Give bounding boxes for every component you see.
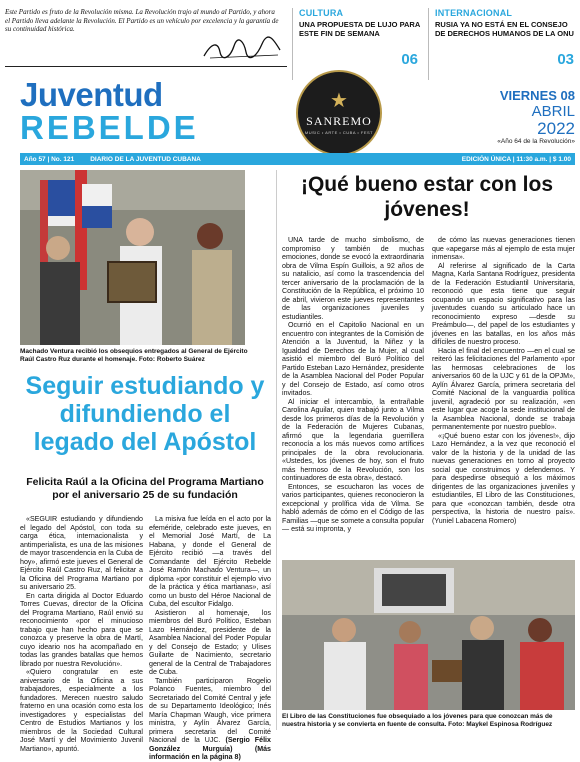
teaser-page: 06 (401, 51, 418, 68)
paragraph: UNA tarde de mucho simbolismo, de compromiso y también de muchas emociones, donde se evocó la extraordinaria obra de Vilma Espín Guillois, a 92 años de su natalicio, así como la trascendencia del tercer aniversario de la proclamación de la Constitución de la República, el próximo 10 de abril, vivieron este jueves representantes de las organizaciones juveniles y estudiantiles. (282, 236, 424, 321)
masthead-line1: Juventud (20, 76, 163, 113)
subhead-legado: Felicita Raúl a la Oficina del Programa Martiano por el aniversario 25 de su fundación (26, 476, 264, 501)
teaser-tag: CULTURA (299, 8, 344, 18)
article-column-b (149, 515, 271, 762)
teaser-tag: INTERNACIONAL (435, 8, 513, 18)
article-column-a (20, 515, 143, 753)
teaser-text: RUSIA YA NO ESTÁ EN EL CONSEJO DE DERECHOS HUMANOS DE LA ONU (435, 20, 574, 38)
date-box (480, 88, 575, 145)
paragraph: Entonces, se escucharon las voces de varios participantes, quienes reconocieron la excepcional y prolífica vida de Vilma. Se habló además de cómo en el Código de las Familias —que se somete a consulta popular— está su impronta, y (282, 482, 424, 533)
date-year: 2022 (537, 119, 575, 138)
star-icon: ★ (330, 90, 348, 112)
top-bar (0, 0, 580, 80)
tagline: DIARIO DE LA JUVENTUD CUBANA (90, 155, 201, 163)
logo-small: MUSIC • ARTE • CUBA • FEST (304, 130, 374, 135)
masthead-line2: REBELDE (20, 109, 199, 146)
teaser-cultura[interactable] (292, 8, 422, 80)
paragraph: «SEGUIR estudiando y difundiendo el legado del Apóstol, con toda su carga ética, internacionalista y antimperialista, es una de las misiones de mayor trascendencia en la Cuba de hoy», afirmó este jueves el General de Ejército Raúl Castro Ruz, al felicitar a la Oficina del Programa Martiano por su aniversario 25. (20, 515, 143, 591)
article-column-c (282, 236, 424, 534)
photo-libro-constituciones (282, 560, 575, 710)
paragraph: Hacia el final del encuentro —en el cual se reiteró las felicitaciones del Parlamento «por las hermosas celebraciones de los aniversarios 60 de la UJC y 61 de la OPJM», Aylín Álvarez García, primera secretaria del Comité Nacional de la vanguardia política juvenil, agradeció por su realización, «en este lugar que acoge la sede institucional de la Asamblea Nacional, donde se trabaja permanentemente por nuestro pueblo». (432, 346, 575, 431)
quote-divider (5, 66, 287, 67)
info-bar (20, 153, 575, 165)
column-divider (276, 170, 277, 730)
date-day: VIERNES 08 (499, 88, 575, 103)
article-column-d (432, 236, 575, 525)
paragraph-text: También participaron Rogelio Polanco Fuentes, miembro del Secretariado del Comité Central y jefe de su Departamento Ideológico; Inés María Chapman Waugh, vice primera ministra, y Aylín Álvarez García, primera secretaria del Comité Nacional de la UJC. (149, 676, 271, 744)
photo-homenaje (20, 170, 245, 345)
paragraph: Al referirse al significado de la Carta Magna, Karla Santana Rodríguez, presidenta de la Federación Estudiantil Universitaria, reconoció que esta tiene que seguir ocupando un espacio significativo para las juventudes cuando su articulado hace un reconocimiento expreso —desde su Preámbulo—, del papel de los estudiantes y jóvenes en las batallas, en los años más difíciles de nuestro proceso. (432, 261, 575, 346)
paragraph: «Quiero congratular en este aniversario de la Oficina a sus trabajadores, especialmente a los fundadores. Merecen nuestro saludo fraterno en una ocasión como esta los investigadores y especialistas del Centro de Estudios Martianos y los miembros de la Sociedad Cultural José Martí y del Movimiento Juvenil Martiano», apuntó. (20, 668, 143, 753)
teaser-internacional[interactable] (428, 8, 578, 80)
caption-bold: fue obsequiado a los jóvenes para que conozcan más de nuestra historia y se convierta en fuente de consulta. (282, 713, 553, 728)
quote-text: Este Partido es fruto de la Revolución misma. La Revolución trajo al mundo al Partido, y ahora el Partido lleva adelante la Revolución. El Partido es un vehículo por excelencia y la garantía de su continuidad histórica. (5, 8, 279, 34)
photo-homenaje-image (20, 170, 245, 345)
paragraph: La misiva fue leída en el acto por la efeméride, celebrado este jueves, en el Memorial José Martí, de La Habana, y donde el General de Ejército recibió —a través del Comandante del Ejército Rebelde José Ramón Machado Ventura—, un diploma «por constituir el ejemplo vivo de la práctica y ética martianas», así como un busto del Héroe Nacional de Cuba, del escultor Fidalgo. (149, 515, 271, 608)
paragraph: Ocurrió en el Capitolio Nacional en un encuentro con integrantes de la Comisión de Atención a la Juventud, la Niñez y la Igualdad de Derechos de la Mujer, al cual asistió el miembro del Buró Político del Partido Esteban Lazo Hernández, presidente de la Asamblea Nacional del Poder Popular y del Consejo de Estado, así como otros invitados. (282, 321, 424, 397)
sanremo-logo (296, 70, 382, 156)
paragraph: Asistieron al homenaje, los miembros del Buró Político, Esteban Lazo Hernández, presidente de la Asamblea Nacional del Poder Popular y del Consejo de Estado; y Ulises Guilarte de Nacimiento, secretario general de la Central de Trabajadores de Cuba. (149, 608, 271, 676)
paragraph (149, 677, 271, 762)
paragraph: de cómo las nuevas generaciones tienen que «apegarse más al ejemplo de esta mujer inmensa». (432, 236, 575, 261)
teaser-page: 03 (557, 51, 574, 68)
photo-caption: Machado Ventura recibió los obsequios entregados al General de Ejército Raúl Castro Ruz durante el homenaje. Foto: Roberto Suárez (20, 348, 248, 363)
teaser-text: UNA PROPUESTA DE LUJO PARA ESTE FIN DE SEMANA (299, 20, 420, 38)
paragraph: «¡Qué bueno estar con los jóvenes!», dijo Lazo Hernández, a la vez que reconoció el valor de la historia y de la unidad de las nuevas generaciones en torno al proyecto social que construimos y defendemos. Y para despedirse obsequió a los máximos dirigentes de las organizaciones juveniles y estudiantiles, El Libro de las Constituciones, para que «conozcan también, desde otra perspectiva, la historia de nuestro país». (Yuniel Labacena Romero) (432, 431, 575, 525)
caption-lead: El Libro de las Constituciones (282, 713, 376, 720)
masthead-title (20, 78, 199, 144)
edition-info: EDICIÓN ÚNICA | 11:30 a.m. | $ 1.00 (461, 155, 571, 163)
paragraph: Al iniciar el intercambio, la entrañable Carolina Aguilar, quien trabajó junto a Vilma desde los primeros días de la Revolución y de la Federación de Mujeres Cubanas, afirmó que la legendaria guerrillera reconocía a los más nuevos como artífices principales de la obra revolucionaria. «Ustedes, los jóvenes de hoy, son el fruto más hermoso de la Revolución, son los continuadores de esta obra», destacó. (282, 397, 424, 482)
issue-number: Año 57 | No. 121 (24, 155, 75, 163)
headline-jovenes: ¡Qué bueno estar con los jóvenes! (300, 173, 554, 221)
signature-icon (200, 38, 285, 62)
photo-libro-image (282, 560, 575, 710)
logo-brand: SANREMO (306, 114, 372, 128)
date-month: ABRIL (531, 103, 575, 120)
photo-caption-libro (282, 713, 575, 729)
paragraph: En carta dirigida al Doctor Eduardo Torres Cuevas, director de la Oficina del Programa Martiano, Raúl envió su reconocimiento «por el minucioso trabajo que han hecho para que se conozca y preserve la obra de Martí, cuyo ideario nos ha acompañado en todas las grandes batallas que hemos librado por nuestra Revolución». (20, 591, 143, 668)
headline-legado: Seguir estudiando y difundiendo el legado del Apóstol (25, 372, 265, 456)
byline: (Sergio Félix González Murguía) (Más información en la página 8) (149, 736, 271, 761)
anniversary-text: «Año 64 de la Revolución» (497, 138, 575, 145)
caption-credit: Foto: Maykel Espinosa Rodríguez (446, 721, 553, 728)
